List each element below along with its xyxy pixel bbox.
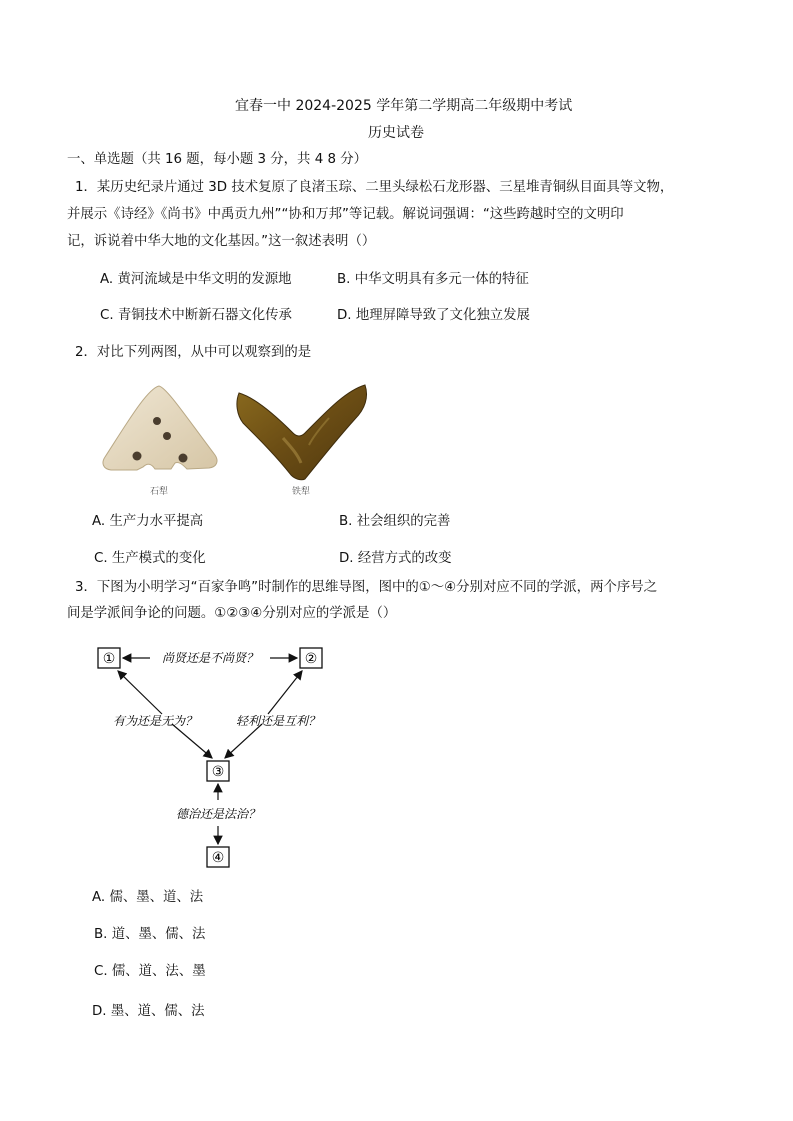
iron-plough-caption: 铁犁 — [292, 487, 311, 497]
question-2-option-d[interactable]: D. 经营方式的改变 — [339, 551, 452, 566]
node-4-label: ④ — [211, 850, 225, 866]
question-3-option-a[interactable]: A. 儒、墨、道、法 — [92, 890, 204, 905]
edge-label-1-2: 尚贤还是不尚贤？ — [161, 651, 259, 665]
edge-label-1-3: 有为还是无为？ — [112, 714, 198, 728]
question-2-option-c[interactable]: C. 生产模式的变化 — [94, 551, 206, 566]
question-2-option-b[interactable]: B. 社会组织的完善 — [339, 514, 451, 529]
stone-plough-caption: 石犁 — [150, 487, 169, 497]
question-3-line-2: 间是学派间争论的问题。①②③④分别对应的学派是（） — [67, 606, 397, 621]
edge-3-1-up — [118, 671, 162, 714]
node-2-label: ② — [304, 651, 318, 667]
stone-plough-image — [97, 383, 227, 483]
question-3-option-c[interactable]: C. 儒、道、法、墨 — [94, 964, 206, 979]
question-1-option-b[interactable]: B. 中华文明具有多元一体的特征 — [337, 272, 529, 287]
question-3-option-b[interactable]: B. 道、墨、儒、法 — [94, 927, 206, 942]
edge-label-2-3: 轻利还是互利？ — [235, 714, 321, 728]
node-3-label: ③ — [211, 764, 225, 780]
question-2-option-a[interactable]: A. 生产力水平提高 — [92, 514, 204, 529]
edge-3-2-down — [225, 724, 262, 758]
edge-3-1-down — [172, 724, 212, 758]
edge-3-2-up — [268, 671, 302, 714]
school-debate-diagram — [90, 640, 350, 870]
node-1-label: ① — [102, 651, 116, 667]
question-1-line-1: 1．某历史纪录片通过 3D 技术复原了良渚玉琮、二里头绿松石龙形器、三星堆青铜纵目面具等文物， — [75, 180, 674, 195]
question-1-option-a[interactable]: A. 黄河流域是中华文明的发源地 — [100, 272, 292, 287]
question-1-line-2: 并展示《诗经》《尚书》中禹贡九州”“协和万邦”等记载。解说词强调：“这些跨越时空的文明印 — [67, 207, 624, 222]
exam-title: 宜春一中 2024-2025 学年第二学期高二年级期中考试 — [235, 98, 573, 114]
question-3-line-1: 3．下图为小明学习“百家争鸣”时制作的思维导图，图中的①～④分别对应不同的学派，两个序号之 — [75, 580, 658, 595]
question-3-option-d[interactable]: D. 墨、道、儒、法 — [92, 1004, 205, 1019]
question-1-option-c[interactable]: C. 青铜技术中断新石器文化传承 — [100, 308, 292, 323]
iron-plough-image — [233, 383, 373, 483]
question-1-line-3: 记，诉说着中华大地的文化基因。”这一叙述表明（） — [67, 234, 376, 249]
question-1-option-d[interactable]: D. 地理屏障导致了文化独立发展 — [337, 308, 530, 323]
section-heading: 一、单选题（共 16 题，每小题 3 分，共 4 8 分） — [67, 152, 368, 167]
exam-subject: 历史试卷 — [368, 125, 424, 141]
question-2-line-1: 2．对比下列两图，从中可以观察到的是 — [75, 345, 312, 360]
edge-label-3-4: 德治还是法治？ — [175, 807, 261, 821]
